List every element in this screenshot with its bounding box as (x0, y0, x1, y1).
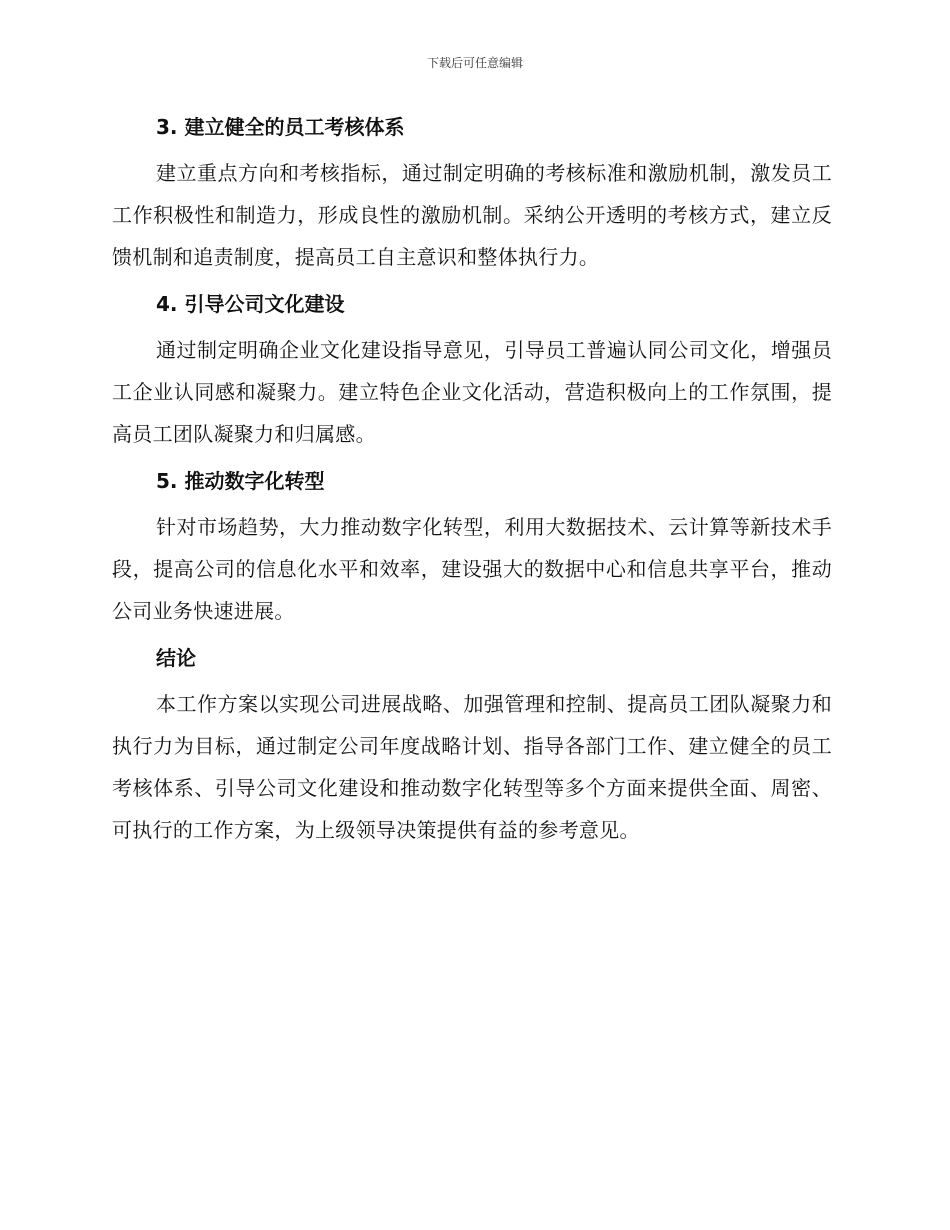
conclusion-paragraph: 本工作方案以实现公司进展战略、加强管理和控制、提高员工团队凝聚力和执行力为目标，通过制定公司年度战略计划、指导各部门工作、建立健全的员工考核体系、引导公司文化建设和推动数字化转型等多个方面来提供全面、周密、可执行的工作方案，为上级领导决策提供有益的参考意见。 (112, 692, 832, 842)
section-heading-4: 4. 引导公司文化建设 (156, 292, 345, 316)
document-body (112, 111, 832, 861)
conclusion-heading: 结论 (156, 646, 196, 670)
section-paragraph-3: 建立重点方向和考核指标，通过制定明确的考核标准和激励机制，激发员工工作积极性和制造力，形成良性的激励机制。采纳公开透明的考核方式，建立反馈机制和追责制度，提高员工自主意识和整体执行力。 (112, 161, 832, 269)
header-note: 下载后可任意编辑 (426, 56, 523, 70)
section-heading-5: 5. 推动数字化转型 (156, 469, 325, 493)
section-paragraph-4: 通过制定明确企业文化建设指导意见，引导员工普遍认同公司文化，增强员工企业认同感和凝聚力。建立特色企业文化活动，营造积极向上的工作氛围，提高员工团队凝聚力和归属感。 (112, 338, 832, 446)
section-paragraph-5: 针对市场趋势，大力推动数字化转型，利用大数据技术、云计算等新技术手段，提高公司的信息化水平和效率，建设强大的数据中心和信息共享平台，推动公司业务快速进展。 (112, 515, 832, 623)
section-heading-3: 3. 建立健全的员工考核体系 (156, 115, 405, 139)
